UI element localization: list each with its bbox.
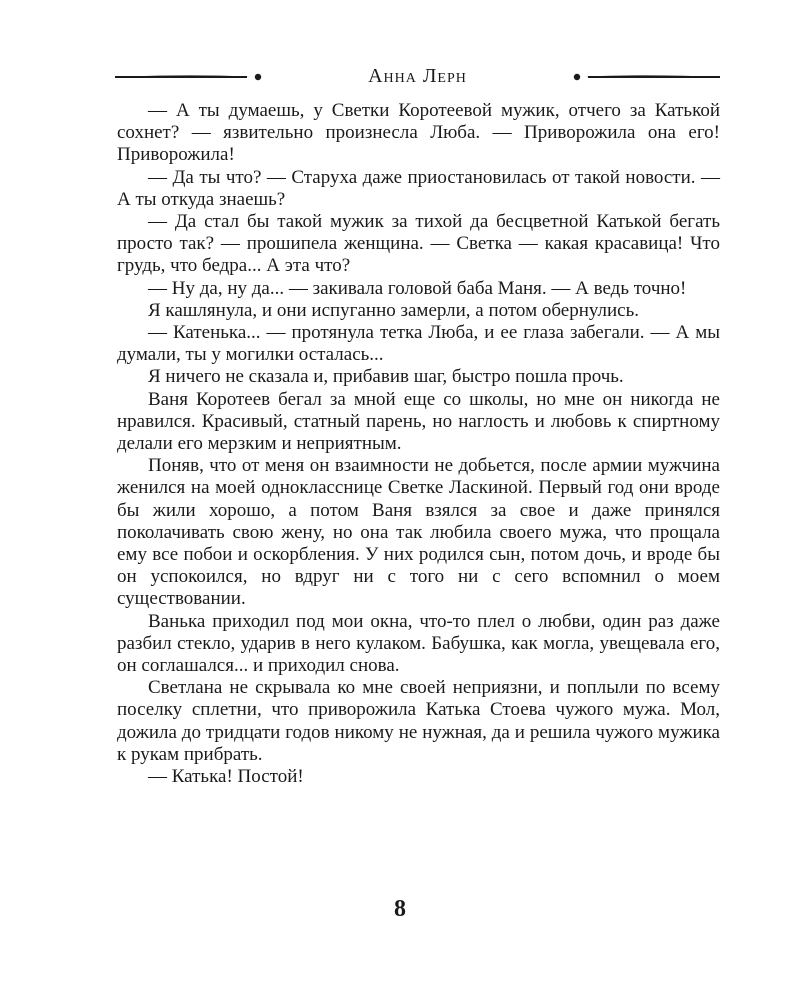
paragraph: Я кашлянула, и они испуганно замерли, а потом обернулись.: [148, 299, 640, 321]
paragraph: — Ну да, ну да... — закивала головой баба Маня. — А ведь точно!: [148, 277, 687, 299]
paragraph: — Да ты что? — Старуха даже приостановилась от такой новости. — А ты откуда знаешь?: [117, 166, 720, 210]
paragraph: Ванька приходил под мои окна, что-то плел о любви, один раз даже разбил стекло, ударив в него кулаком. Бабушка, как могла, увещевала его, он соглашался... и приходил снова.: [117, 610, 720, 677]
running-title: Анна Лерн: [368, 65, 467, 87]
paragraph: Я ничего не сказала и, прибавив шаг, быстро пошла прочь.: [148, 366, 624, 388]
body-text: [117, 100, 720, 788]
header-ornament-right: [570, 62, 720, 92]
paragraph: — Катька! Постой!: [148, 766, 304, 788]
page-number: 8: [394, 896, 406, 922]
paragraph: — Катенька... — протянула тетка Люба, и ее глаза забегали. — А мы думали, ты у могилки осталась...: [117, 322, 720, 366]
paragraph: — А ты думаешь, у Светки Коротеевой мужик, отчего за Катькой сохнет? — язвительно произнесла Люба. — Приворожила она его! Приворожила!: [117, 100, 720, 166]
paragraph: — Да стал бы такой мужик за тихой да бесцветной Катькой бегать просто так? — прошипела женщина. — Светка — какая красавица! Что грудь, что бедра... А эта что?: [117, 211, 720, 277]
paragraph: Светлана не скрывала ко мне своей неприязни, и поплыли по всему поселку сплетни, что приворожила Катька Стоева чужого мужа. Мол, дожила до тридцати годов никому не нужная, да и решила чужого мужика к рукам прибрать.: [117, 677, 720, 765]
running-header: [115, 62, 720, 92]
paragraph: Поняв, что от меня он взаимности не добьется, после армии мужчина женился на моей однокласснице Светке Ласкиной. Первый год они вроде бы жили хорошо, а потом Ваня взялся за свое и даже принялся поколачивать свою жену, но она так любила своего мужа, что прощала ему все побои и оскорбления. У них родился сын, потом дочь, и вроде бы он успокоился, но вдруг ни с того ни с сего вспомнил о моем существовании.: [117, 455, 720, 610]
paragraph: Ваня Коротеев бегал за мной еще со школы, но мне он никогда не нравился. Красивый, статный парень, но наглость и любовь к спиртному делали его мерзким и неприятным.: [117, 388, 720, 455]
